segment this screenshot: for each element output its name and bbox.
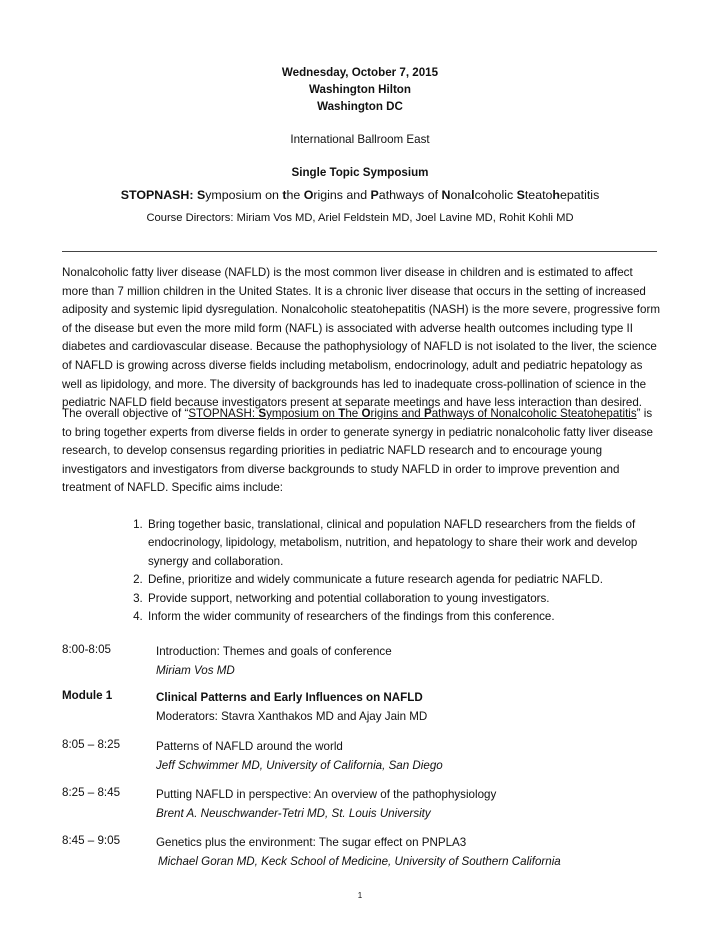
objective-lead: The overall objective of “ — [62, 407, 189, 420]
event-city: Washington DC — [317, 100, 403, 113]
schedule-title: Putting NAFLD in perspective: An overview of the pathophysiology — [156, 788, 497, 801]
schedule-desc — [156, 738, 676, 775]
objective-title — [188, 407, 636, 420]
title-fragment: rigins and — [313, 188, 371, 202]
title-fragment: he — [286, 188, 304, 202]
schedule-desc — [156, 786, 676, 823]
intro-paragraph: Nonalcoholic fatty liver disease (NAFLD) is the most common liver disease in children and is estimated to affect more than 7 million children in the United States. It is a chronic liver disease that occurs in the setting of increased adiposity and systemic lipid dysregulation. Nonalcoholic steatohepatitis (NASH) is the more severe, progressive form of the disease but even the more mild form (NAFL) is associated with adverse health outcomes including type II diabetes and cardiovascular disease. Because the pathophysiology of NAFLD is not isolated to the liver, the science of NAFLD is growing across diverse fields including metabolism, endocrinology, adult and pediatric hepatology as well as lipidology, and more. The diversity of backgrounds has led to inadequate cross-pollination of science in the pediatric NAFLD field because investigators present at separate meetings and have less interaction than desired. — [62, 266, 660, 410]
schedule-title: Introduction: Themes and goals of conference — [156, 645, 392, 658]
schedule-speaker: Brent A. Neuschwander-Tetri MD, St. Louis University — [156, 806, 431, 820]
title-fragment: rigins and — [370, 407, 424, 420]
schedule-desc — [156, 643, 676, 680]
title-fragment: ymposium on — [266, 407, 339, 420]
objective-rest: ” is to bring together experts from diverse fields in order to generate synergy in pediatric nonalcoholic fatty liver disease research, to develop consensus regarding priorities in pediatric NAFLD research and to encourage young investigators and investigators from diverse backgrounds to study NAFLD in order to improve prevention and treatment of NAFLD. Specific aims include: — [62, 407, 653, 495]
title-initial: P — [423, 407, 432, 420]
module-moderators: Moderators: Stavra Xanthakos MD and Ajay Jain MD — [156, 709, 428, 723]
title-initial: S — [196, 188, 206, 202]
module-title: Clinical Patterns and Early Influences on NAFLD — [156, 691, 423, 704]
title-initial: S — [516, 188, 525, 202]
aim-item: 4. Inform the wider community of researchers of the findings from this conference. — [146, 608, 646, 626]
title-initial: P — [370, 188, 379, 202]
title-initial: N — [441, 188, 451, 202]
aim-item: 2. Define, prioritize and widely communicate a future research agenda for pediatric NAFLD. — [146, 571, 646, 589]
schedule-speaker: Jeff Schwimmer MD, University of California, San Diego — [156, 758, 443, 772]
title-fragment: STOPNASH: — [188, 407, 259, 420]
course-directors: Course Directors: Miriam Vos MD, Ariel Feldstein MD, Joel Lavine MD, Rohit Kohli MD — [146, 212, 574, 224]
title-fragment: coholic — [474, 188, 517, 202]
schedule-time: 8:05 – 8:25 — [62, 738, 121, 751]
title-fragment: athways of — [378, 188, 442, 202]
title-initial: h — [552, 188, 560, 202]
header-divider — [62, 251, 657, 252]
session-type: Single Topic Symposium — [291, 166, 429, 179]
title-fragment: athways of Nonalcoholic Steatohepatitis — [431, 407, 637, 420]
title-fragment: ona — [450, 188, 472, 202]
title-initial: l — [471, 188, 475, 202]
event-date: Wednesday, October 7, 2015 — [281, 66, 439, 79]
symposium-title — [0, 188, 720, 202]
title-fragment: he — [345, 407, 362, 420]
symposium-title-prefix: STOPNASH: — [120, 188, 194, 202]
aims-list — [124, 516, 646, 626]
title-fragment: epatitis — [560, 188, 600, 202]
title-initial: T — [338, 407, 346, 420]
title-initial: t — [282, 188, 287, 202]
page-number: 1 — [357, 891, 363, 900]
title-initial: O — [361, 407, 371, 420]
event-room: International Ballroom East — [290, 133, 430, 146]
schedule-title: Patterns of NAFLD around the world — [156, 740, 343, 753]
title-fragment: ymposium on — [205, 188, 283, 202]
aim-item: 1. Bring together basic, translational, clinical and population NAFLD researchers from the fields of endocrinology, lipidology, metabolism, nutrition, and hepatology to share their work and develop synergy and collaboration. — [146, 516, 646, 571]
title-initial: S — [258, 407, 267, 420]
title-fragment: teato — [524, 188, 553, 202]
module-desc — [156, 689, 676, 726]
schedule-time: 8:25 – 8:45 — [62, 786, 121, 799]
title-initial: O — [303, 188, 314, 202]
symposium-title-text — [197, 188, 599, 202]
event-venue: Washington Hilton — [309, 83, 411, 96]
objective-paragraph — [62, 405, 662, 498]
schedule-desc — [156, 834, 676, 871]
module-label: Module 1 — [62, 689, 113, 702]
schedule-time: 8:45 – 9:05 — [62, 834, 121, 847]
aim-item: 3. Provide support, networking and potential collaboration to young investigators. — [146, 590, 646, 608]
schedule-speaker: Miriam Vos MD — [156, 663, 235, 677]
schedule-title: Genetics plus the environment: The sugar effect on PNPLA3 — [156, 836, 467, 849]
schedule-time: 8:00-8:05 — [62, 643, 111, 656]
schedule-speaker: Michael Goran MD, Keck School of Medicine, University of Southern California — [158, 854, 561, 868]
